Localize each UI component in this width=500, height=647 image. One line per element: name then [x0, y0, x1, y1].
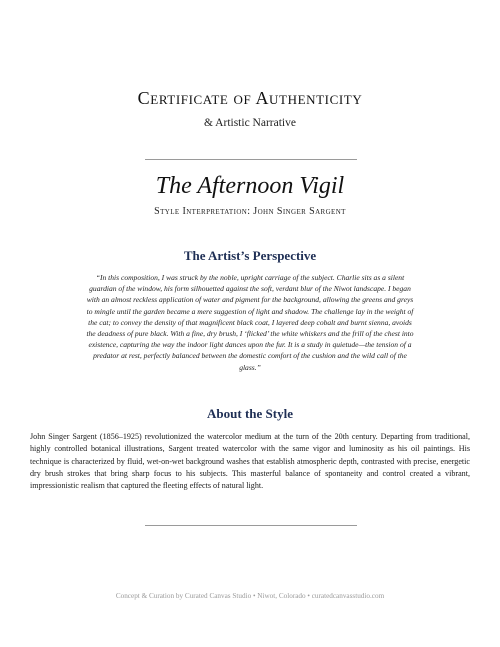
top-divider — [145, 159, 357, 160]
certificate-title: Certificate of Authenticity — [137, 88, 363, 108]
artwork-title: The Afternoon Vigil — [155, 173, 345, 199]
about-style-heading: About the Style — [207, 406, 293, 421]
style-interpretation: Style Interpretation: John Singer Sargent — [154, 206, 346, 217]
certificate-subtitle: & Artistic Narrative — [204, 117, 296, 129]
about-style-body: John Singer Sargent (1856–1925) revolutionized the watercolor medium at the turn of the 20th century. Departing from traditional, highly controlled botanical illustrations, Sargent treated watercolor with the same vigor and luminosity as his oil paintings. His technique is characterized by fluid, wet-on-wet background washes that establish atmospheric depth, contrasted with precise, energetic dry brush strokes that bring sharp focus to his subjects. This masterful balance of spontaneity and control created a vibrant, impressionistic realism that captured the fleeting effects of natural light. — [30, 432, 470, 491]
artist-quote: “In this composition, I was struck by the noble, upright carriage of the subject. Charlie sits as a silent guardian of the window, his form silhouetted against the soft, verdant blur of the Niwot landscape. I began with an almost reckless application of water and pigment for the background, allowing the greens and greys to mingle until the garden became a mere suggestion of light and shadow. The challenge lay in the weight of the cat; to convey the density of that magnificent black coat, I layered deep cobalt and burnt sienna, avoids the deadness of pure black. With a fine, dry brush, I ‘flicked’ the white whiskers and the frill of the chest into existence, capturing the way the indoor light dances upon the fur. It is a study in quietude—the tension of a predator at rest, perfectly balanced between the domestic comfort of the cushion and the wild call of the glass.” — [86, 273, 414, 372]
bottom-divider — [145, 525, 357, 526]
artist-perspective-heading: The Artist’s Perspective — [183, 248, 317, 263]
footer-credit: Concept & Curation by Curated Canvas Studio • Niwot, Colorado • curatedcanvasstudio.com — [115, 592, 385, 600]
